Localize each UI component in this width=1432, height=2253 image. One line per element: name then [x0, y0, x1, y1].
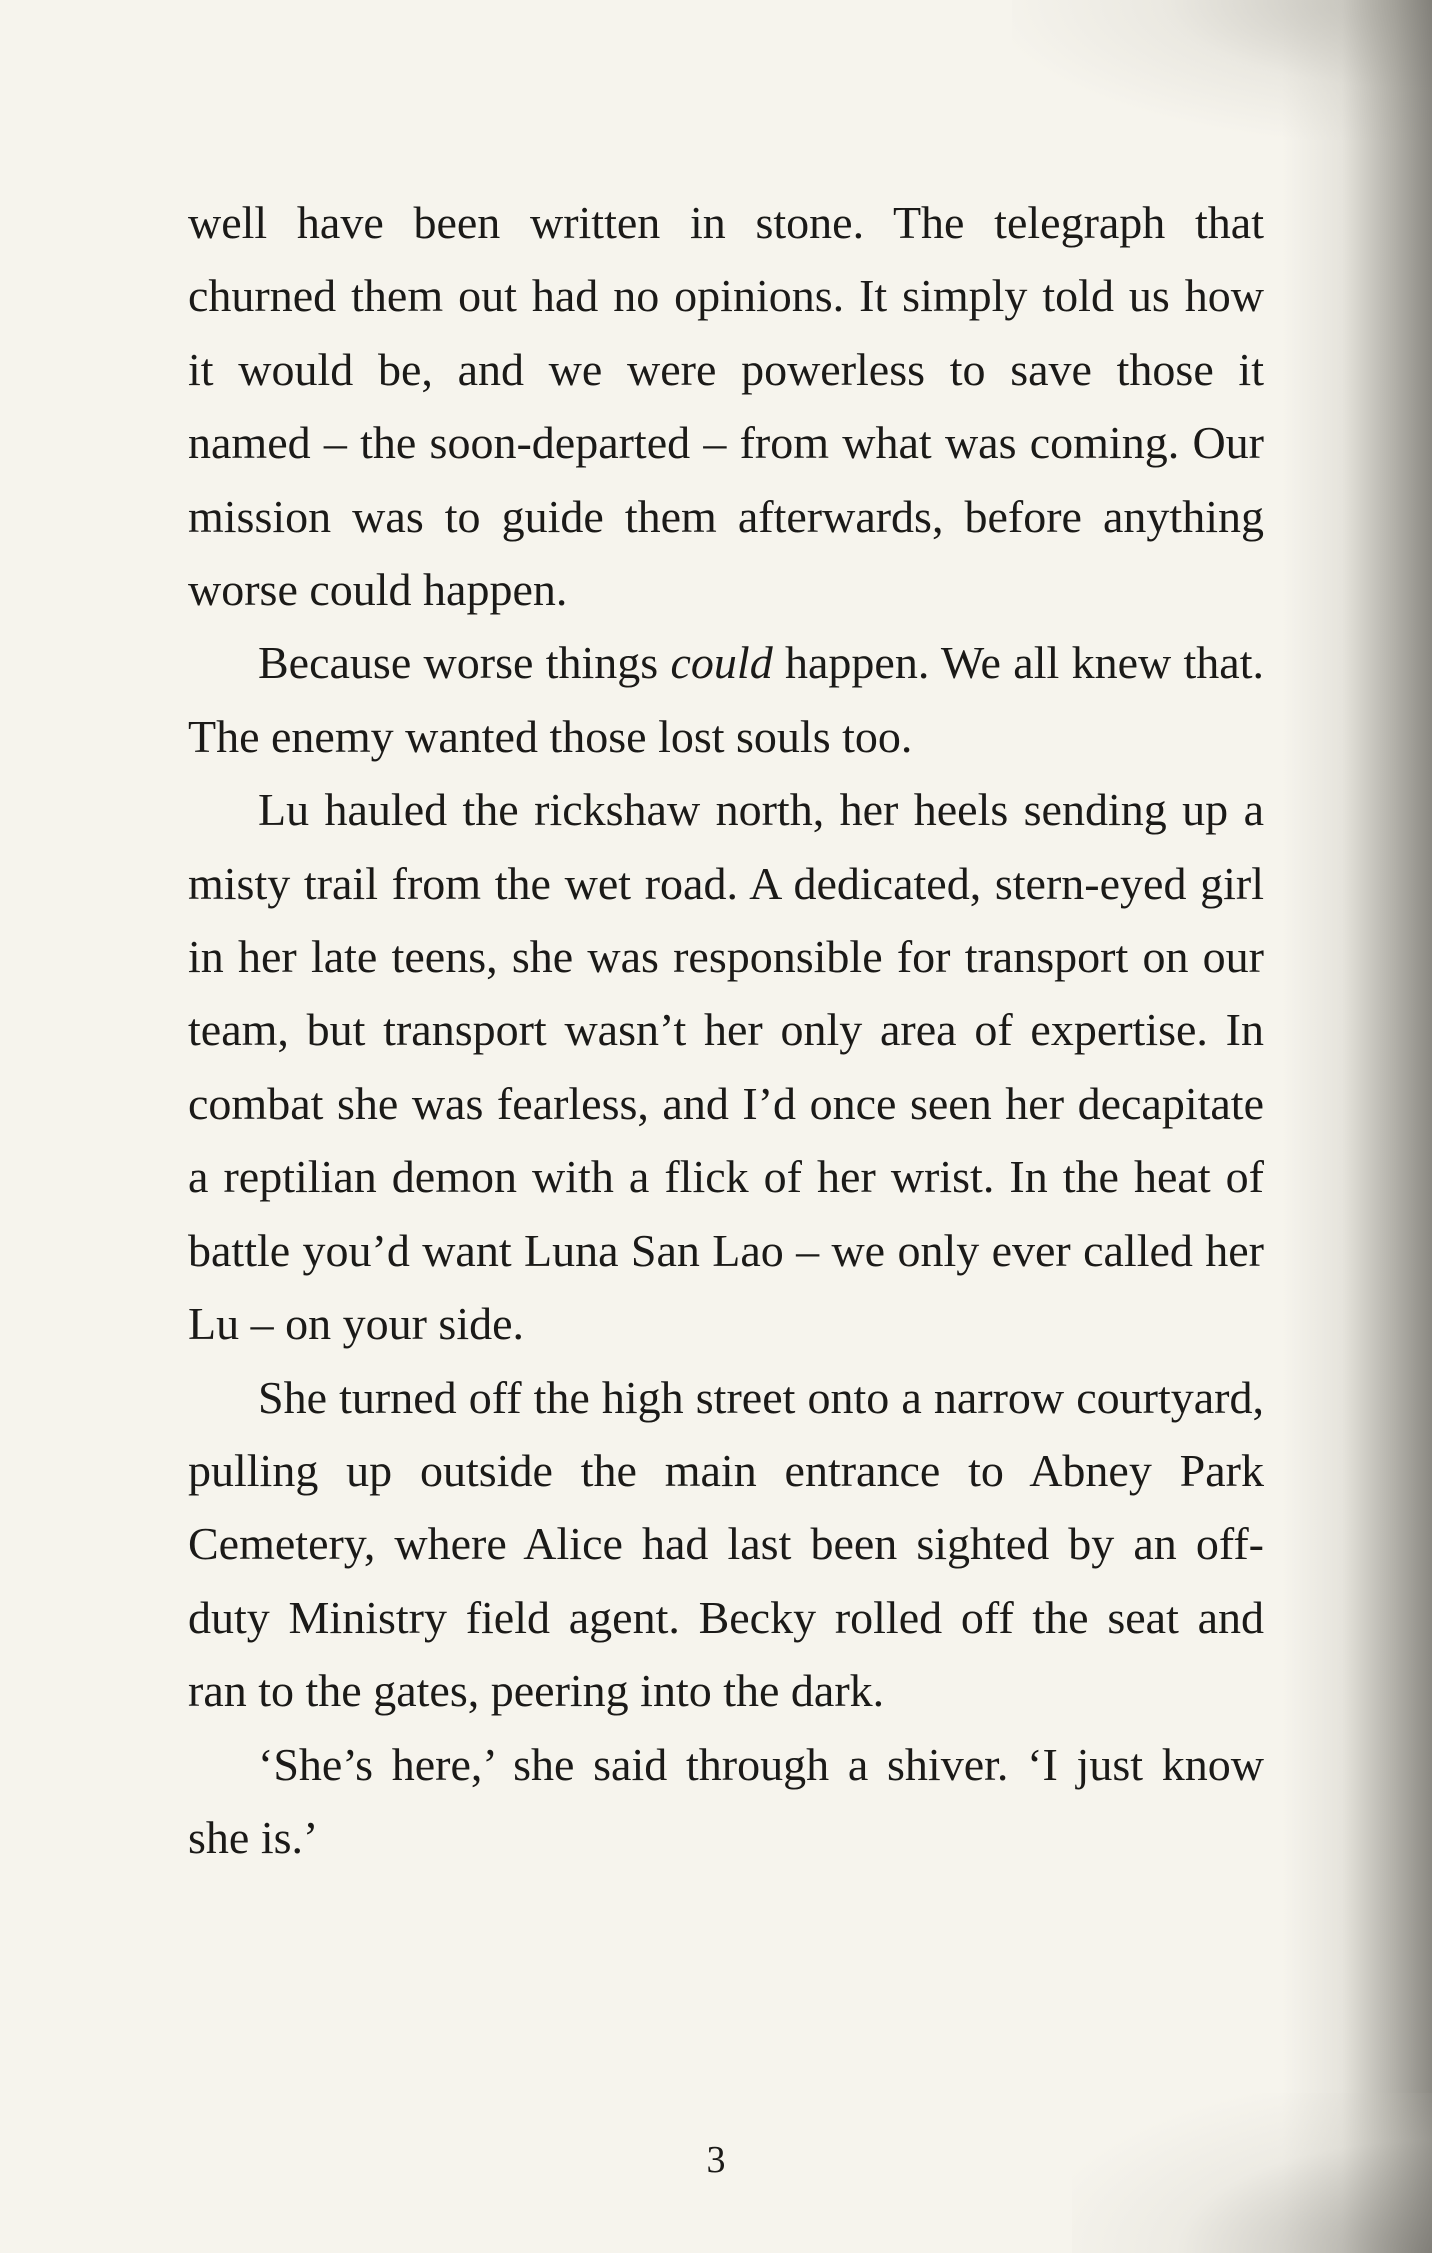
paragraph-4: She turned off the high street onto a narrow courtyard, pulling up outside the main entrance to Abney Park Cemetery, where Alice had last been sighted by an off-duty Ministry field agent. Becky rolled off the seat and ran to the gates, peering into the dark. — [188, 1371, 1264, 1717]
paragraph-2 — [188, 626, 1264, 773]
scan-shadow-binding — [1282, 0, 1432, 2253]
emphasized-word: could — [670, 637, 773, 689]
paragraph-5: ‘She’s here,’ she said through a shiver. ‘I just know she is.’ — [188, 1738, 1264, 1863]
page-number: 3 — [706, 2139, 726, 2181]
body-text — [188, 186, 1264, 1874]
paragraph-2-start: Because worse things — [258, 637, 671, 689]
paragraph-1: well have been written in stone. The telegraph that churned them out had no opinions. It simply told us how it would be, and we were powerless to save those it named – the soon-departed – from what was coming. Our mission was to guide them afterwards, before anything worse could happen. — [188, 197, 1264, 616]
paragraph-2-end: happen. We all knew that. The enemy wanted those lost souls too. — [188, 637, 1264, 762]
paragraph-3: Lu hauled the rickshaw north, her heels sending up a misty trail from the wet road. A dedicated, stern-eyed girl in her late teens, she was responsible for transport on our team, but transport wasn’t her only area of expertise. In combat she was fearless, and I’d once seen her decapitate a reptilian demon with a flick of her wrist. In the heat of battle you’d want Luna San Lao – we only ever called her Lu – on your side. — [188, 784, 1264, 1350]
